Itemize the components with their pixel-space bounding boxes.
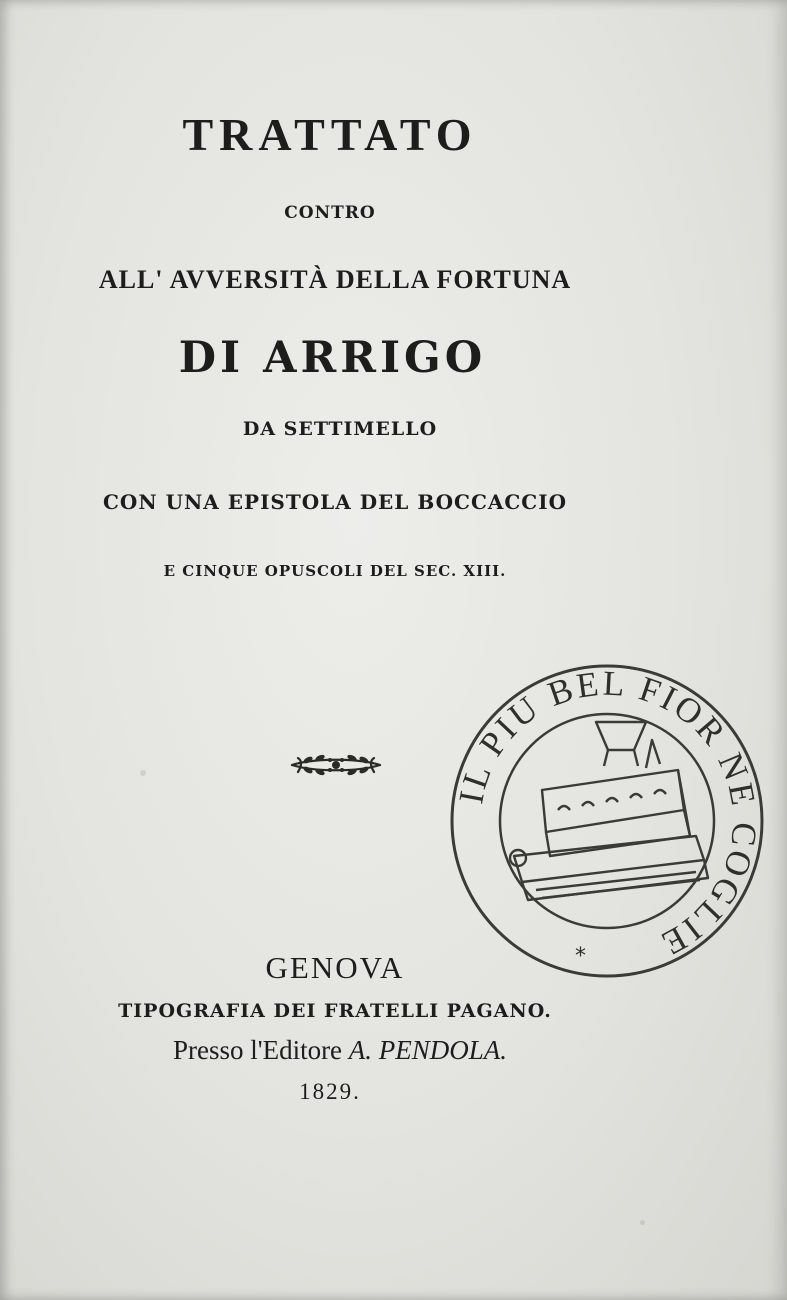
stamp-motto: IL PIU BEL FIOR NE COGLIE xyxy=(451,663,765,965)
imprint-printer: TIPOGRAFIA DEI FRATELLI PAGANO. xyxy=(118,1000,552,1022)
editor-prefix: Presso l'Editore xyxy=(172,1035,343,1065)
imprint-year: 1829. xyxy=(299,1079,361,1104)
author-name: DI ARRIGO xyxy=(178,333,487,383)
stamp-star: * xyxy=(575,944,586,969)
book-title: TRATTATO xyxy=(182,109,478,160)
paper-stain xyxy=(140,770,146,776)
leaf-ornament-icon xyxy=(284,748,388,782)
library-stamp xyxy=(446,660,768,982)
imprint-city: GENOVA xyxy=(265,950,405,985)
addition-line-2: E CINQUE OPUSCOLI DEL SEC. XIII. xyxy=(163,562,507,580)
addition-line: CON UNA EPISTOLA DEL BOCCACCIO xyxy=(103,490,567,514)
title-subject: ALL' AVVERSITÀ DELLA FORTUNA xyxy=(98,265,572,294)
paper-stain xyxy=(640,1220,645,1225)
imprint-editor xyxy=(110,1035,570,1066)
sieve-machine-icon xyxy=(510,722,708,900)
title-connector: CONTRO xyxy=(284,203,376,223)
editor-name: A. PENDOLA. xyxy=(348,1035,508,1065)
svg-text:IL PIU BEL FIOR NE COGLIE xyxy=(451,664,764,965)
author-origin: DA SETTIMELLO xyxy=(242,418,438,440)
